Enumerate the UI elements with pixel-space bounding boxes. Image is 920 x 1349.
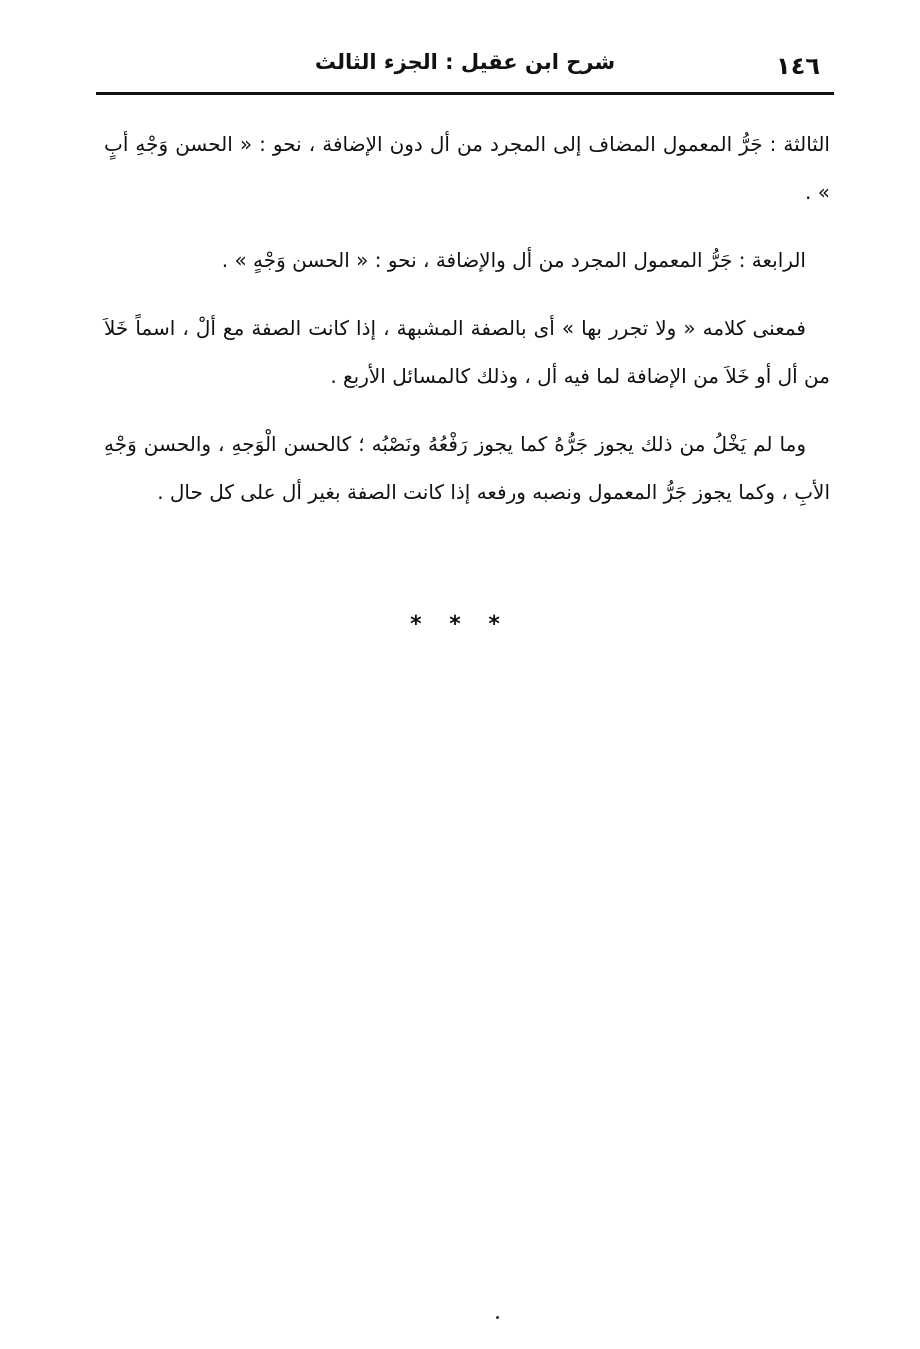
section-separator: * * *	[410, 612, 510, 637]
header-rule	[96, 92, 834, 95]
running-title: شرح ابن عقيل : الجزء الثالث	[314, 50, 616, 74]
paragraph-fourth-case: الرابعة : جَرُّ المعمول المجرد من أل والإضافة ، نحو : « الحسن وَجْهٍ » .	[221, 248, 806, 272]
page-body	[104, 120, 830, 536]
page-number: ١٤٦	[776, 52, 820, 80]
scan-speck	[496, 1316, 499, 1319]
paragraph-meaning: فمعنى كلامه « ولا تجرر بها » أى بالصفة المشبهة ، إذا كانت الصفة مع ألْ ، اسماً خَلاَ من أل أو خَلاَ من الإضافة لما فيه أل ، وذلك كالمسائل الأربع .	[104, 316, 830, 388]
paragraph-third-case: الثالثة : جَرُّ المعمول المضاف إلى المجرد من أل دون الإضافة ، نحو : « الحسن وَجْهِ أبٍ » .	[104, 132, 830, 204]
paragraph-permitted-cases: وما لم يَخْلُ من ذلك يجوز جَرُّهُ كما يجوز رَفْعُهُ ونَصْبُه ؛ كالحسن الْوَجهِ ، والحسن وَجْهِ الأبِ ، وكما يجوز جَرُّ المعمول ونصبه ورفعه إذا كانت الصفة بغير أل على كل حال .	[104, 432, 830, 504]
page-header	[96, 40, 834, 92]
